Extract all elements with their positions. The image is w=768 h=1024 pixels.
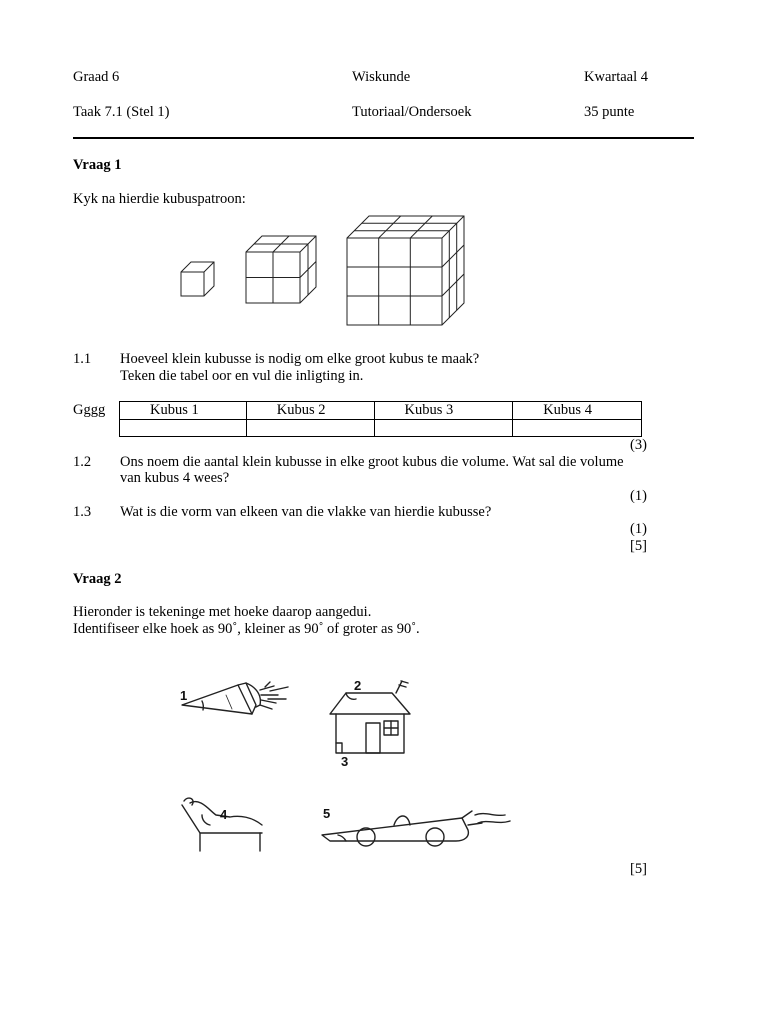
q2-total: [5] [630, 861, 647, 877]
q1-1-text-line2: Teken die tabel oor en vul die inligting in. [120, 368, 364, 384]
table-empty-cell [374, 420, 513, 437]
q2-text-line2: Identifiseer elke hoek as 90˚, kleiner as 90˚ of groter as 90˚. [73, 621, 420, 637]
house-drawing [330, 681, 410, 753]
angles-figure [170, 665, 515, 865]
table-answer-row [120, 420, 642, 437]
table-row-label: Gggg [73, 402, 106, 418]
kubus-table [119, 401, 642, 437]
q1-2-mark: (1) [630, 488, 647, 504]
deck-chair-drawing [182, 798, 262, 851]
q2-title: Vraag 2 [73, 571, 122, 587]
table-header-cell: Kubus 4 [513, 402, 642, 420]
angle-number-2: 2 [354, 678, 362, 693]
q1-intro: Kyk na hierdie kubuspatroon: [73, 191, 246, 207]
table-header-cell: Kubus 3 [374, 402, 513, 420]
q1-3-number: 1.3 [73, 504, 92, 520]
race-car-drawing [322, 811, 510, 846]
q1-1-mark: (3) [630, 437, 647, 453]
cube-1 [181, 262, 214, 296]
q1-1-number: 1.1 [73, 351, 92, 367]
table-header-cell: Kubus 2 [246, 402, 374, 420]
table-empty-cell [246, 420, 374, 437]
table-header-cell: Kubus 1 [120, 402, 247, 420]
angle-number-5: 5 [323, 806, 331, 821]
cube-pattern-figure [170, 205, 470, 335]
angle-number-4: 4 [220, 807, 228, 822]
task-label: Taak 7.1 (Stel 1) [73, 104, 170, 120]
q1-title: Vraag 1 [73, 157, 122, 173]
term-label: Kwartaal 4 [584, 69, 649, 85]
angle-number-1: 1 [180, 688, 188, 703]
table-header-row [120, 402, 642, 420]
cube-3 [347, 216, 464, 325]
spray-can-drawing [182, 682, 288, 714]
task-type-label: Tutoriaal/Ondersoek [352, 104, 472, 120]
q1-total: [5] [630, 538, 647, 554]
q1-3-mark: (1) [630, 521, 647, 537]
angle-number-3: 3 [341, 754, 349, 769]
subject-label: Wiskunde [352, 69, 411, 85]
marks-label: 35 punte [584, 104, 635, 120]
header-divider [73, 137, 694, 139]
q1-2-text-line1: Ons noem die aantal klein kubusse in elke groot kubus die volume. Wat sal die volume [120, 454, 624, 470]
q1-1-text-line1: Hoeveel klein kubusse is nodig om elke groot kubus te maak? [120, 351, 480, 367]
table-empty-cell [120, 420, 247, 437]
q1-2-text-line2: van kubus 4 wees? [120, 470, 230, 486]
q2-text-line1: Hieronder is tekeninge met hoeke daarop aangedui. [73, 604, 372, 620]
cube-2 [246, 236, 316, 303]
q1-2-number: 1.2 [73, 454, 92, 470]
grade-label: Graad 6 [73, 69, 120, 85]
q1-3-text: Wat is die vorm van elkeen van die vlakke van hierdie kubusse? [120, 504, 492, 520]
table-empty-cell [513, 420, 642, 437]
